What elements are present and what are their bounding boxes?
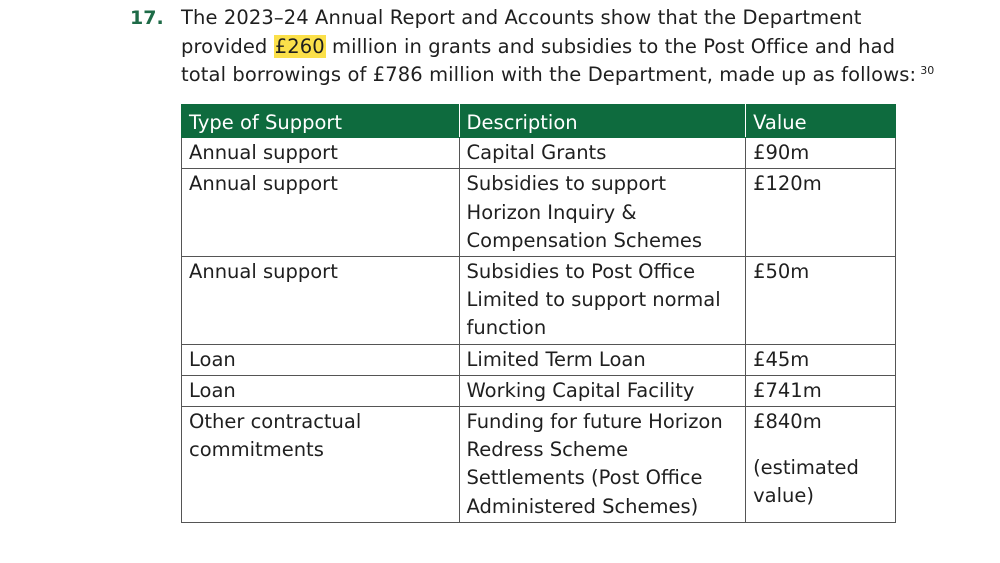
header-description: Description [459,105,746,138]
cell-type: Loan [182,344,460,375]
cell-value: £50m [746,257,896,345]
paragraph-text [181,4,935,90]
cell-description: Capital Grants [459,138,746,169]
cell-description: Funding for future Horizon Redress Scheme Settlements (Post Office Administered Schemes) [459,407,746,523]
cell-description: Subsidies to Post Office Limited to support normal function [459,257,746,345]
cell-value: £90m [746,138,896,169]
value-amount: £840m [753,410,822,434]
table-row [182,169,896,257]
header-type-of-support: Type of Support [182,105,460,138]
cell-value [746,407,896,523]
cell-description: Limited Term Loan [459,344,746,375]
paragraph-line-3 [181,61,935,90]
cell-value: £120m [746,169,896,257]
support-table [181,104,896,523]
cell-type: Annual support [182,257,460,345]
header-value: Value [746,105,896,138]
paragraph-line-2-end: million in grants and subsidies to the Post Office and had [325,34,896,58]
cell-type: Loan [182,375,460,406]
cell-type: Other contractual commitments [182,407,460,523]
paragraph-number: 17. [130,7,164,29]
footnote-reference[interactable]: 30 [920,63,935,77]
paragraph-line-2-start: provided [181,34,274,58]
cell-type: Annual support [182,169,460,257]
paragraph-line-3-text: total borrowings of £786 million with the Department, made up as follows: [181,63,917,86]
table-row [182,257,896,345]
cell-description: Subsidies to support Horizon Inquiry & Compensation Schemes [459,169,746,257]
paragraph-line-2 [181,33,921,62]
highlighted-amount: £260 [274,34,325,58]
cell-value: £45m [746,344,896,375]
cell-description: Working Capital Facility [459,375,746,406]
table-row [182,344,896,375]
table-row [182,375,896,406]
paragraph-line-1: The 2023–24 Annual Report and Accounts show that the Department [181,6,862,29]
cell-value: £741m [746,375,896,406]
cell-type: Annual support [182,138,460,169]
table-row [182,407,896,523]
table-header-row [182,105,896,138]
table-row [182,138,896,169]
value-note: (estimated value) [753,456,859,508]
